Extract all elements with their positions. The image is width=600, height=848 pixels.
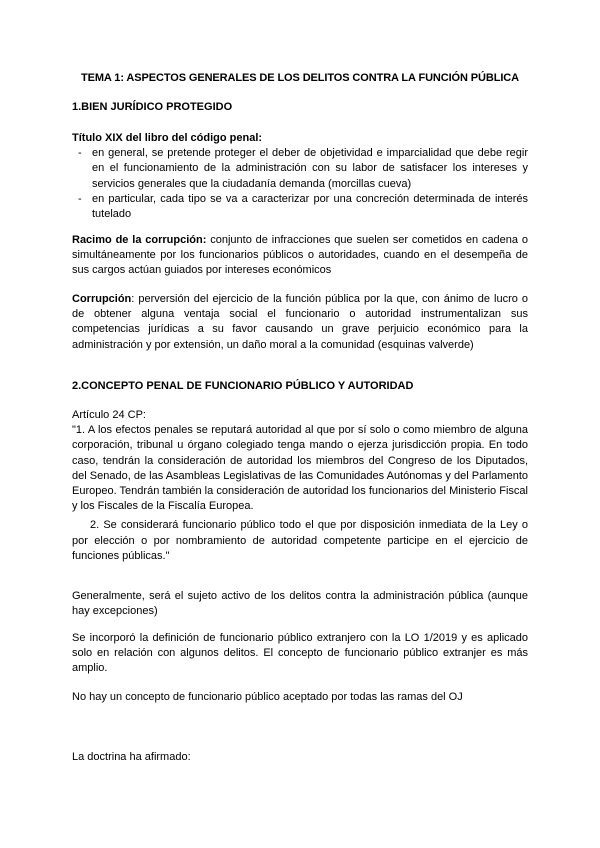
corrupcion-text: : perversión del ejercicio de la función pública por la que, con ánimo de lucro o de obtener alguna ventaja social el funcionario o autoridad instrumentalizan sus competencias jurídicas a su favor causando un grave perjuicio económico para la administración y por extensión, un daño moral a la comunidad (esquinas valverde) bbox=[72, 293, 528, 351]
section1-heading: 1.BIEN JURÍDICO PROTEGIDO bbox=[72, 101, 233, 113]
article-label: Artículo 24 CP: bbox=[72, 409, 146, 421]
paragraph-sujeto-activo: Generalmente, será el sujeto activo de los delitos contra la administración pública (aunque hay excepciones) bbox=[72, 590, 528, 618]
list-item: - en particular, cada tipo se va a caracterizar por una concreción determinada de interés tutelado bbox=[72, 192, 528, 222]
section2-heading: 2.CONCEPTO PENAL DE FUNCIONARIO PÚBLICO Y AUTORIDAD bbox=[72, 380, 414, 392]
quote-paragraph-2: 2. Se considerará funcionario público todo el que por disposición inmediata de la Ley o por elección o por nombramiento de autoridad competente participe en el ejercicio de funciones públicas." bbox=[72, 519, 528, 562]
quote-paragraph-1: "1. A los efectos penales se reputará autoridad al que por sí solo o como miembro de alguna corporación, tribunal u órgano colegiado tenga mando o ejerza jurisdicción propia. En todo caso, tendrán la consideración de autoridad los miembros del Congreso de los Diputados, del Senado, de las Asambleas Legislativas de las Comunidades Autónomas y del Parlamento Europeo. Tendrán también la consideración de autoridad los funcionarios del Ministerio Fiscal y los Fiscales de la Fiscalía Europea. bbox=[72, 424, 528, 513]
racimo-text: conjunto de infracciones que suelen ser cometidos en cadena o simultáneamente por los funcionarios públicos o autoridades, cuando en el desempeña de sus cargos actúan guiados por intereses económicos bbox=[72, 234, 528, 277]
corrupcion-paragraph bbox=[72, 292, 528, 353]
racimo-paragraph bbox=[72, 233, 528, 279]
section1-subheading: Título XIX del libro del código penal: bbox=[72, 132, 263, 144]
list-item: - en general, se pretende proteger el deber de objetividad e imparcialidad que debe regir en el funcionamiento de la administración con su labor de satisfacer los intereses y servicios generales que la ciudadanía demanda (morcillas cueva) bbox=[72, 146, 528, 192]
article-block bbox=[72, 408, 528, 564]
corrupcion-term: Corrupción bbox=[72, 293, 132, 305]
codigo-penal-block bbox=[72, 131, 528, 222]
bullet-list bbox=[72, 146, 528, 222]
paragraph-concepto-oj: No hay un concepto de funcionario público aceptado por todas las ramas del OJ bbox=[72, 691, 463, 703]
paragraph-funcionario-extranjero: Se incorporó la definición de funcionario público extranjero con la LO 1/2019 y es aplicado solo en relación con algunos delitos. El concepto de funcionario público extranjer es más amplio. bbox=[72, 632, 528, 675]
document-title: TEMA 1: ASPECTOS GENERALES DE LOS DELITOS CONTRA LA FUNCIÓN PÚBLICA bbox=[80, 72, 519, 84]
paragraph-doctrina: La doctrina ha afirmado: bbox=[72, 751, 191, 763]
racimo-term: Racimo de la corrupción: bbox=[72, 234, 207, 246]
